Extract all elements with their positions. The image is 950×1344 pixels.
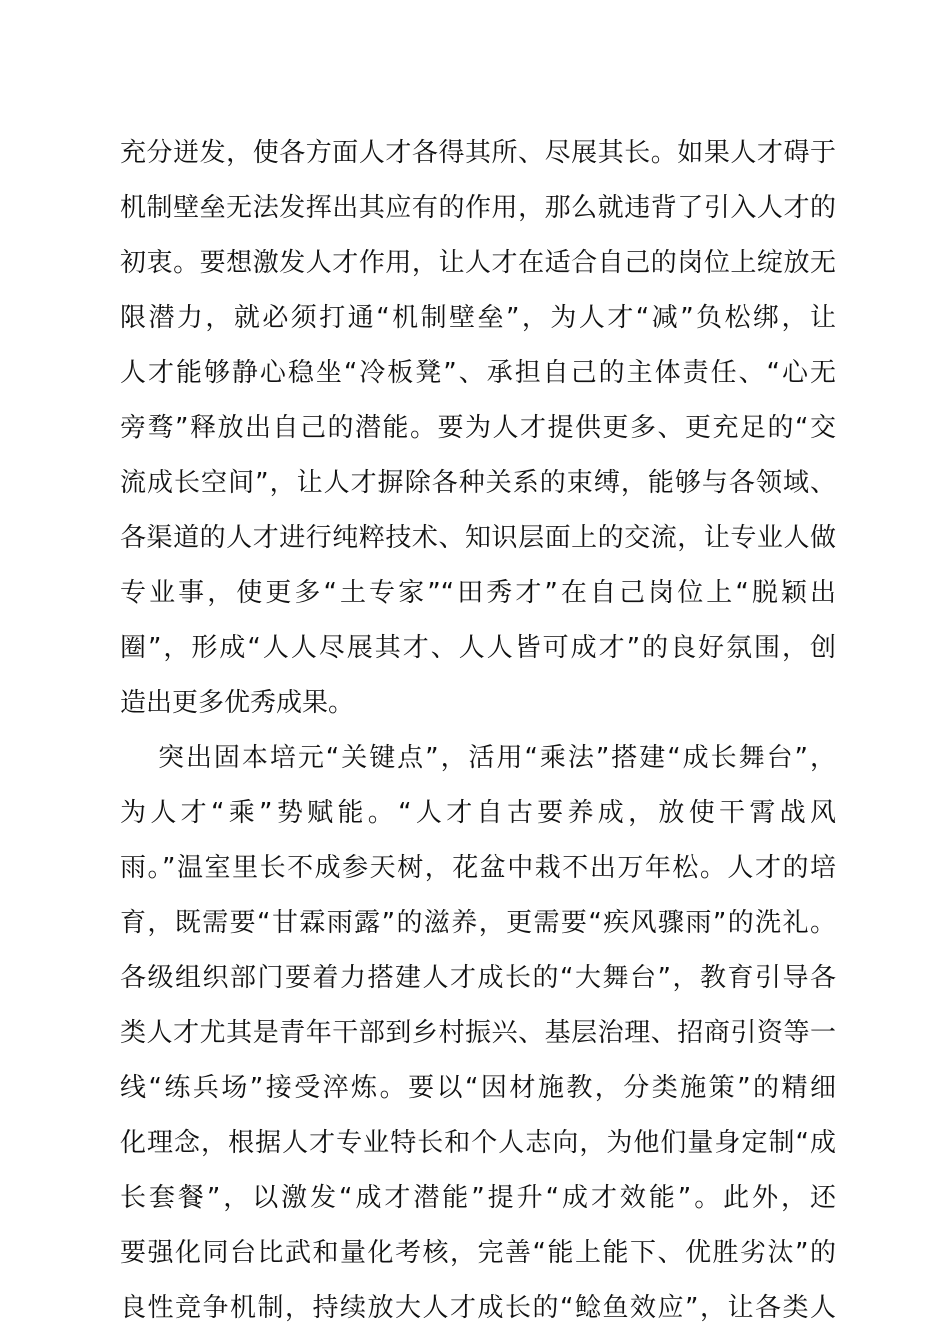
text-line: 类人才尤其是青年干部到乡村振兴、基层治理、招商引资等一 [120,1018,836,1048]
text-line: 为人才“乘”势赋能。“人才自古要养成，放使干霄战风 [120,798,836,828]
text-line: 专业事，使更多“土专家”“田秀才”在自己岗位上“脱颖出 [120,578,836,608]
text-line: 线“练兵场”接受淬炼。要以“因材施教，分类施策”的精细 [120,1073,836,1103]
text-line: 旁骛”释放出自己的潜能。要为人才提供更多、更充足的“交 [120,413,836,443]
text-line: 雨。”温室里长不成参天树，花盆中栽不出万年松。人才的培 [120,853,836,883]
text-line: 良性竞争机制，持续放大人才成长的“鲶鱼效应”，让各类人 [120,1293,836,1323]
text-line: 要强化同台比武和量化考核，完善“能上能下、优胜劣汰”的 [120,1238,836,1268]
text-line: 人才能够静心稳坐“冷板凳”、承担自己的主体责任、“心无 [120,358,836,388]
text-line: 突出固本培元“关键点”，活用“乘法”搭建“成长舞台”， [158,743,836,773]
text-line: 各渠道的人才进行纯粹技术、知识层面上的交流，让专业人做 [120,523,836,553]
text-line: 造出更多优秀成果。 [120,688,355,718]
text-line: 流成长空间”，让人才摒除各种关系的束缚，能够与各领域、 [120,468,836,498]
text-line: 化理念，根据人才专业特长和个人志向，为他们量身定制“成 [120,1128,836,1158]
text-line: 机制壁垒无法发挥出其应有的作用，那么就违背了引入人才的 [120,193,836,223]
text-line: 长套餐”，以激发“成才潜能”提升“成才效能”。此外，还 [120,1183,836,1213]
text-line: 圈”，形成“人人尽展其才、人人皆可成才”的良好氛围，创 [120,633,836,663]
text-line: 初衷。要想激发人才作用，让人才在适合自己的岗位上绽放无 [120,248,836,278]
text-line: 育，既需要“甘霖雨露”的滋养，更需要“疾风骤雨”的洗礼。 [120,908,836,938]
text-line: 充分迸发，使各方面人才各得其所、尽展其长。如果人才碍于 [120,138,836,168]
text-line: 各级组织部门要着力搭建人才成长的“大舞台”，教育引导各 [120,963,836,993]
text-line: 限潜力，就必须打通“机制壁垒”，为人才“减”负松绑，让 [120,303,836,333]
